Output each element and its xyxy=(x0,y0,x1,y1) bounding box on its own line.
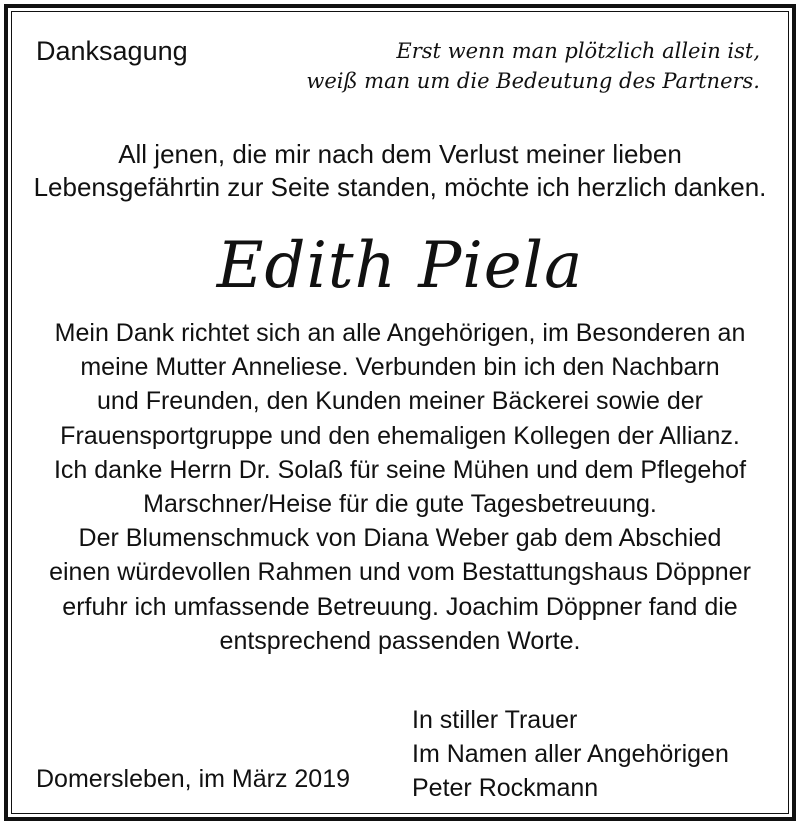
place-date: Domersleben, im März 2019 xyxy=(36,765,351,793)
body-line: Ich danke Herrn Dr. Solaß für seine Mühen und dem Pflegehof xyxy=(53,455,747,484)
body-line: Der Blumenschmuck von Diana Weber gab dem Abschied xyxy=(78,524,722,553)
body-line: erfuhr ich umfassende Betreuung. Joachim Döppner fand die xyxy=(62,592,738,621)
intro-line: All jenen, die mir nach dem Verlust meiner lieben xyxy=(118,139,682,169)
body-line: Frauensportgruppe und den ehemaligen Kollegen der Allianz. xyxy=(60,421,740,450)
body-line: einen würdevollen Rahmen und vom Bestattungshaus Döppner xyxy=(49,558,751,587)
deceased-name: Edith Piela xyxy=(216,229,584,303)
motto-line: Erst wenn man plötzlich allein ist, xyxy=(396,39,760,63)
closing-line: Im Namen aller Angehörigen xyxy=(412,740,729,768)
body-line: meine Mutter Anneliese. Verbunden bin ich den Nachbarn xyxy=(80,353,720,382)
closing-line: In stiller Trauer xyxy=(412,706,578,734)
heading: Danksagung xyxy=(36,36,188,66)
body-line: Mein Dank richtet sich an alle Angehörigen, im Besonderen an xyxy=(54,319,746,347)
body-line: entsprechend passenden Worte. xyxy=(219,626,581,655)
body-line: und Freunden, den Kunden meiner Bäckerei sowie der xyxy=(97,387,703,416)
body-line: Marschner/Heise für die gute Tagesbetreuung. xyxy=(143,490,657,519)
intro-text xyxy=(20,138,780,204)
intro-line: Lebensgefährtin zur Seite standen, möchte ich herzlich danken. xyxy=(33,172,767,202)
motto-line: weiß man um die Bedeutung des Partners. xyxy=(306,69,760,93)
body-text xyxy=(20,316,780,658)
closing-signature xyxy=(412,703,729,805)
motto-quote xyxy=(306,36,760,96)
closing-line: Peter Rockmann xyxy=(412,774,599,802)
